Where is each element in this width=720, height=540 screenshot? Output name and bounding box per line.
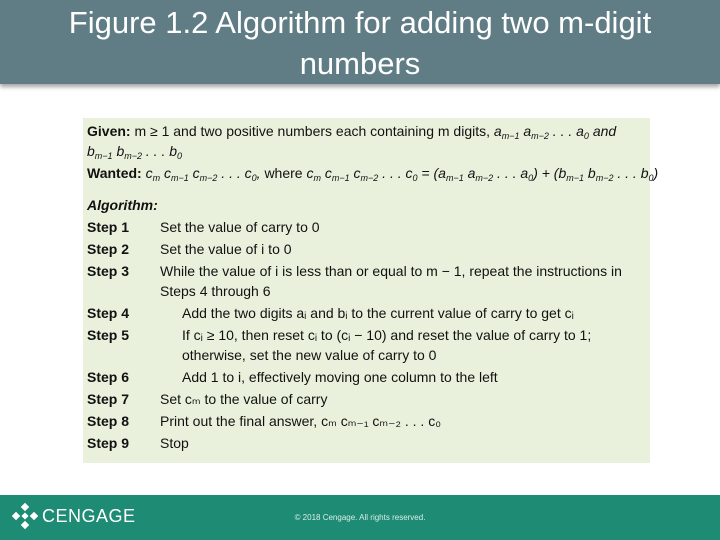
step-6 — [87, 366, 646, 388]
step-3-text-2: Steps 4 through 6 — [160, 283, 271, 299]
step-6-label: Step 6 — [87, 369, 130, 385]
step-3-continued — [87, 280, 646, 302]
brand-name: CENGAGE — [42, 506, 136, 526]
step-3-label: Step 3 — [87, 263, 130, 279]
step-4 — [87, 302, 646, 324]
footer — [0, 495, 720, 540]
step-4-text: Add the two digits aᵢ and bᵢ to the current value of carry to get cᵢ — [182, 305, 574, 321]
step-8 — [87, 410, 646, 432]
given-b-digits: $b_{m-1}$ $b_{m-2}$ . . . $b_0$ — [87, 143, 183, 161]
step-8-label: Step 8 — [87, 413, 130, 429]
step-2-label: Step 2 — [87, 241, 130, 257]
step-3-text: While the value of i is less than or equal to m − 1, repeat the instructions in — [160, 263, 622, 279]
step-5-text: If cᵢ ≥ 10, then reset cᵢ to (cᵢ − 10) and reset the value of carry to 1; — [182, 327, 592, 343]
step-2 — [87, 238, 646, 260]
given-a-digits: $a_{m-1}$ $a_{m-2}$ . . . $a_0$ and — [493, 123, 617, 141]
algorithm-heading-text: Algorithm: — [87, 197, 158, 213]
step-9-label: Step 9 — [87, 435, 130, 451]
step-9-text: Stop — [160, 435, 189, 451]
step-5-text-2: otherwise, set the new value of carry to 0 — [182, 347, 437, 363]
copyright-text: © 2018 Cengage. All rights reserved. — [294, 513, 426, 522]
step-2-text: Set the value of i to 0 — [160, 241, 292, 257]
wanted-formula: $c_m$ $c_{m-1}$ $c_{m-2}$ . . . $c_0$, where $c_m$ $c_{m-1}$ $c_{m-2}$ . . . $c_0 = (a_{m-1}$ $a_{m-2}$ . . . $a_0) + (b_{m-1}$ $b_{m-2}$ . . . $b_0$) — [145, 165, 659, 183]
step-7-text: Set cₘ to the value of carry — [160, 391, 328, 407]
step-8-text: Print out the final answer, cₘ cₘ₋₁ cₘ₋₂ . . . c₀ — [160, 413, 442, 429]
algorithm-box — [83, 118, 659, 463]
step-5-continued — [87, 344, 646, 366]
step-7 — [87, 388, 646, 410]
step-1-label: Step 1 — [87, 219, 130, 235]
step-6-text: Add 1 to i, effectively moving one column to the left — [182, 369, 498, 385]
given-text: m ≥ 1 and two positive numbers each containing m digits, — [134, 123, 490, 139]
step-1-text: Set the value of carry to 0 — [160, 219, 320, 235]
step-7-label: Step 7 — [87, 391, 130, 407]
page-title — [0, 2, 720, 84]
wanted-label: Wanted: — [87, 165, 142, 181]
step-1 — [87, 216, 646, 238]
given-line — [87, 120, 646, 142]
step-4-label: Step 4 — [87, 305, 130, 321]
title-line-2: numbers — [299, 46, 421, 81]
algorithm-heading — [87, 194, 646, 216]
step-5-label: Step 5 — [87, 327, 130, 343]
step-3 — [87, 260, 646, 282]
wanted-line — [87, 162, 659, 184]
title-bar — [0, 0, 720, 84]
title-line-1: Figure 1.2 Algorithm for adding two m-digit — [68, 5, 652, 40]
step-5 — [87, 324, 646, 346]
given-b-line — [87, 140, 646, 162]
given-label: Given: — [87, 123, 131, 139]
step-9 — [87, 432, 646, 454]
